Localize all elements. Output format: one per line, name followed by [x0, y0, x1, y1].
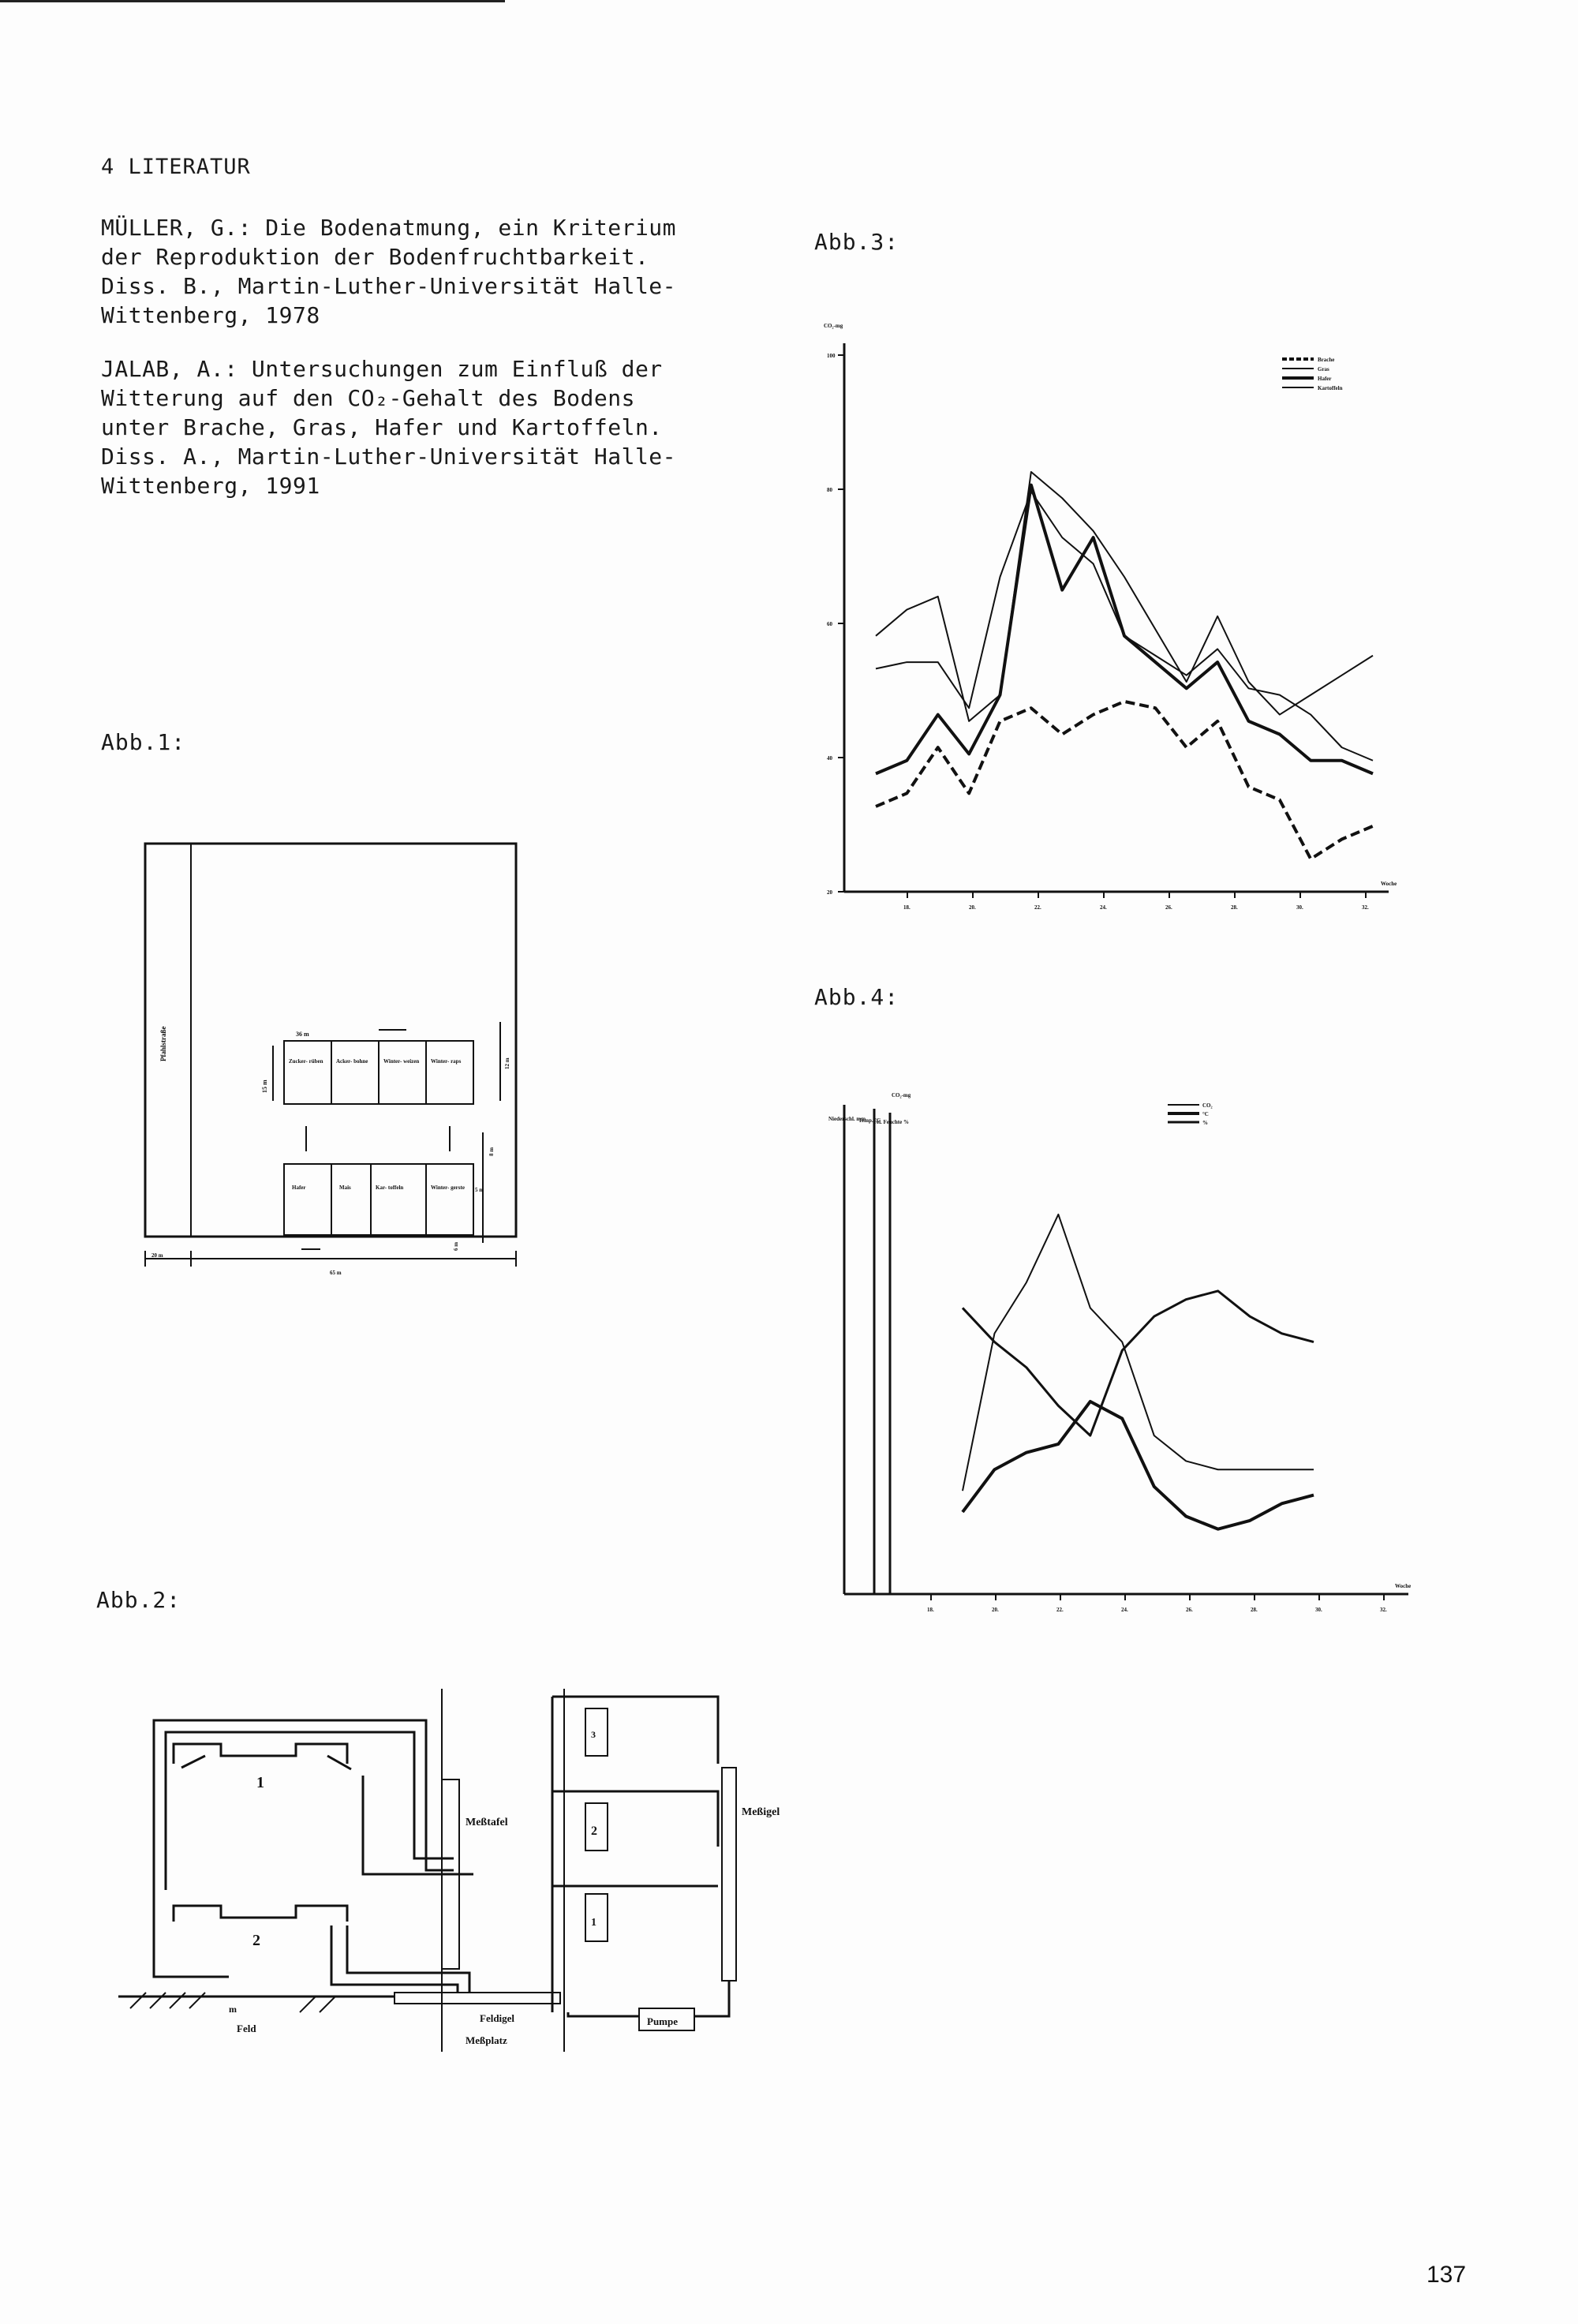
label-pumpe: Pumpe	[647, 2015, 678, 2027]
plot-wintergerste	[431, 1184, 465, 1191]
plot-winterweizen	[383, 1058, 419, 1065]
chamber-label-2: 2	[252, 1932, 260, 1949]
x-axis-title: Woche	[1395, 1583, 1412, 1589]
reference-mueller: MÜLLER, G.: Die Bodenatmung, ein Kriterium der Reproduktion der Bodenfruchtbarkeit. Diss. B., Martin-Luther-Universität Halle- Wittenberg, 1978	[101, 215, 677, 328]
x-tick-label: 20.	[992, 1607, 999, 1613]
y-axis-title-3: rel. Feuchte %	[874, 1119, 909, 1125]
label-messtafel: Meßtafel	[466, 1817, 508, 1828]
dim-side: 5 m	[475, 1187, 484, 1193]
caption-abb4: Abb.4:	[814, 984, 899, 1010]
plot-row-bottom	[284, 1164, 473, 1235]
reference-jalab: JALAB, A.: Untersuchungen zum Einfluß der Witterung auf den CO₂-Gehalt des Bodens unter Brache, Gras, Hafer und Kartoffeln. Diss. A., Martin-Luther-Universität Halle- Wittenberg, 1991	[101, 356, 677, 499]
plot-winterraps-label: Winter- raps	[431, 1058, 462, 1065]
label-feldigel: Feldigel	[480, 2012, 515, 2024]
vessel-label-3: 1	[591, 1917, 596, 1929]
caption-abb3: Abb.3:	[814, 229, 899, 255]
y-tick-label: 100	[827, 353, 836, 359]
plot-kartoffeln-label: Kar- toffeln	[376, 1184, 404, 1191]
dim-bottom: 6 m	[453, 1241, 459, 1251]
legend-label-brache: Brache	[1318, 357, 1335, 363]
dim-gap: 8 m	[488, 1147, 495, 1156]
section-heading: 4 LITERATUR	[101, 155, 251, 179]
figure-abb1-field-plan	[134, 833, 529, 1290]
x-tick-label: 28.	[1231, 904, 1238, 911]
x-tick-label: 30.	[1296, 904, 1303, 911]
plot-ackerbohne-label: Acker- bohne	[336, 1058, 368, 1065]
dim-field-width: 65 m	[330, 1270, 342, 1276]
x-tick-label: 28.	[1251, 1607, 1258, 1613]
series-line-1	[963, 1402, 1314, 1529]
plot-hafer	[292, 1184, 306, 1191]
x-tick-label: 22.	[1034, 904, 1041, 911]
x-tick-label: 32.	[1362, 904, 1369, 911]
x-tick-label: 26.	[1186, 1607, 1193, 1613]
series-line-gras	[876, 472, 1373, 721]
plot-zuckerrueben	[289, 1058, 323, 1065]
x-tick-label: 24.	[1121, 1607, 1128, 1613]
vessel-label-1: 3	[591, 1729, 596, 1740]
label-m: m	[229, 2004, 237, 2015]
chamber-label-1: 1	[256, 1774, 264, 1791]
plot-mais-label: Mais	[339, 1184, 351, 1191]
caption-abb2: Abb.2:	[96, 1587, 181, 1613]
dim-plot-height: 15 m	[261, 1080, 268, 1093]
y-axis-title: CO₂-mg	[824, 323, 843, 329]
y-axis-title-2: Temp. °C	[858, 1117, 881, 1124]
page-number: 137	[1427, 2262, 1467, 2288]
caption-abb1: Abb.1:	[101, 729, 186, 755]
x-tick-label: 30.	[1315, 1607, 1322, 1613]
plot-mais	[339, 1184, 351, 1191]
y-tick-label: 80	[827, 487, 832, 493]
x-tick-label: 26.	[1165, 904, 1172, 911]
plot-kartoffeln	[376, 1184, 403, 1191]
x-tick-label: 32.	[1380, 1607, 1387, 1613]
feldigel-bar	[394, 1993, 560, 2004]
x-tick-label: 18.	[903, 904, 911, 911]
plot-zuckerrueben-label: Zucker- rüben	[289, 1058, 323, 1065]
y-axis-title-co2: CO₂-mg	[892, 1092, 911, 1098]
dim-right: 12 m	[504, 1057, 510, 1069]
label-messigel: Meßigel	[742, 1806, 780, 1818]
label-messplatz: Meßplatz	[466, 2034, 507, 2046]
plot-ackerbohne	[336, 1058, 368, 1065]
vessel-label-2: 2	[591, 1824, 597, 1838]
series-line-brache	[876, 702, 1373, 859]
messigel-board	[722, 1768, 736, 1981]
series-line-hafer	[876, 485, 1373, 774]
figure-abb2-measurement-setup	[95, 1681, 868, 2060]
series-line-kartoffeln	[876, 492, 1373, 761]
legend-label-0: CO₂	[1202, 1102, 1213, 1109]
x-tick-label: 24.	[1100, 904, 1107, 911]
figure-abb3-chart	[821, 312, 1420, 935]
plot-wintergerste-label: Winter- gerste	[431, 1184, 465, 1191]
x-tick-label: 22.	[1056, 1607, 1064, 1613]
x-tick-label: 18.	[927, 1607, 934, 1613]
figure-abb4-chart	[821, 1081, 1420, 1634]
legend-label-gras: Gras	[1318, 366, 1329, 372]
plot-winterraps	[431, 1058, 462, 1065]
legend-label-kartoffeln: Kartoffeln	[1318, 385, 1343, 391]
plot-hafer-label: Hafer	[292, 1184, 306, 1191]
top-rule	[0, 0, 505, 2]
series-line-2	[963, 1291, 1314, 1435]
y-tick-label: 20	[827, 889, 832, 896]
dim-plot-width: 36 m	[296, 1031, 309, 1038]
label-strip: Pfahlstraße	[159, 1026, 167, 1061]
y-axis-title-1: Niederschl. mm	[828, 1116, 866, 1122]
legend-label-hafer: Hafer	[1318, 376, 1332, 382]
x-axis-title: Woche	[1381, 881, 1397, 887]
label-feld: Feld	[237, 2023, 256, 2034]
plot-winterweizen-label: Winter- weizen	[383, 1058, 420, 1065]
x-tick-label: 20.	[969, 904, 976, 911]
legend-label-2: %	[1202, 1120, 1208, 1126]
legend-label-1: °C	[1202, 1111, 1209, 1117]
y-tick-label: 40	[827, 755, 832, 762]
dim-left: 20 m	[151, 1252, 163, 1259]
y-tick-label: 60	[827, 621, 832, 627]
